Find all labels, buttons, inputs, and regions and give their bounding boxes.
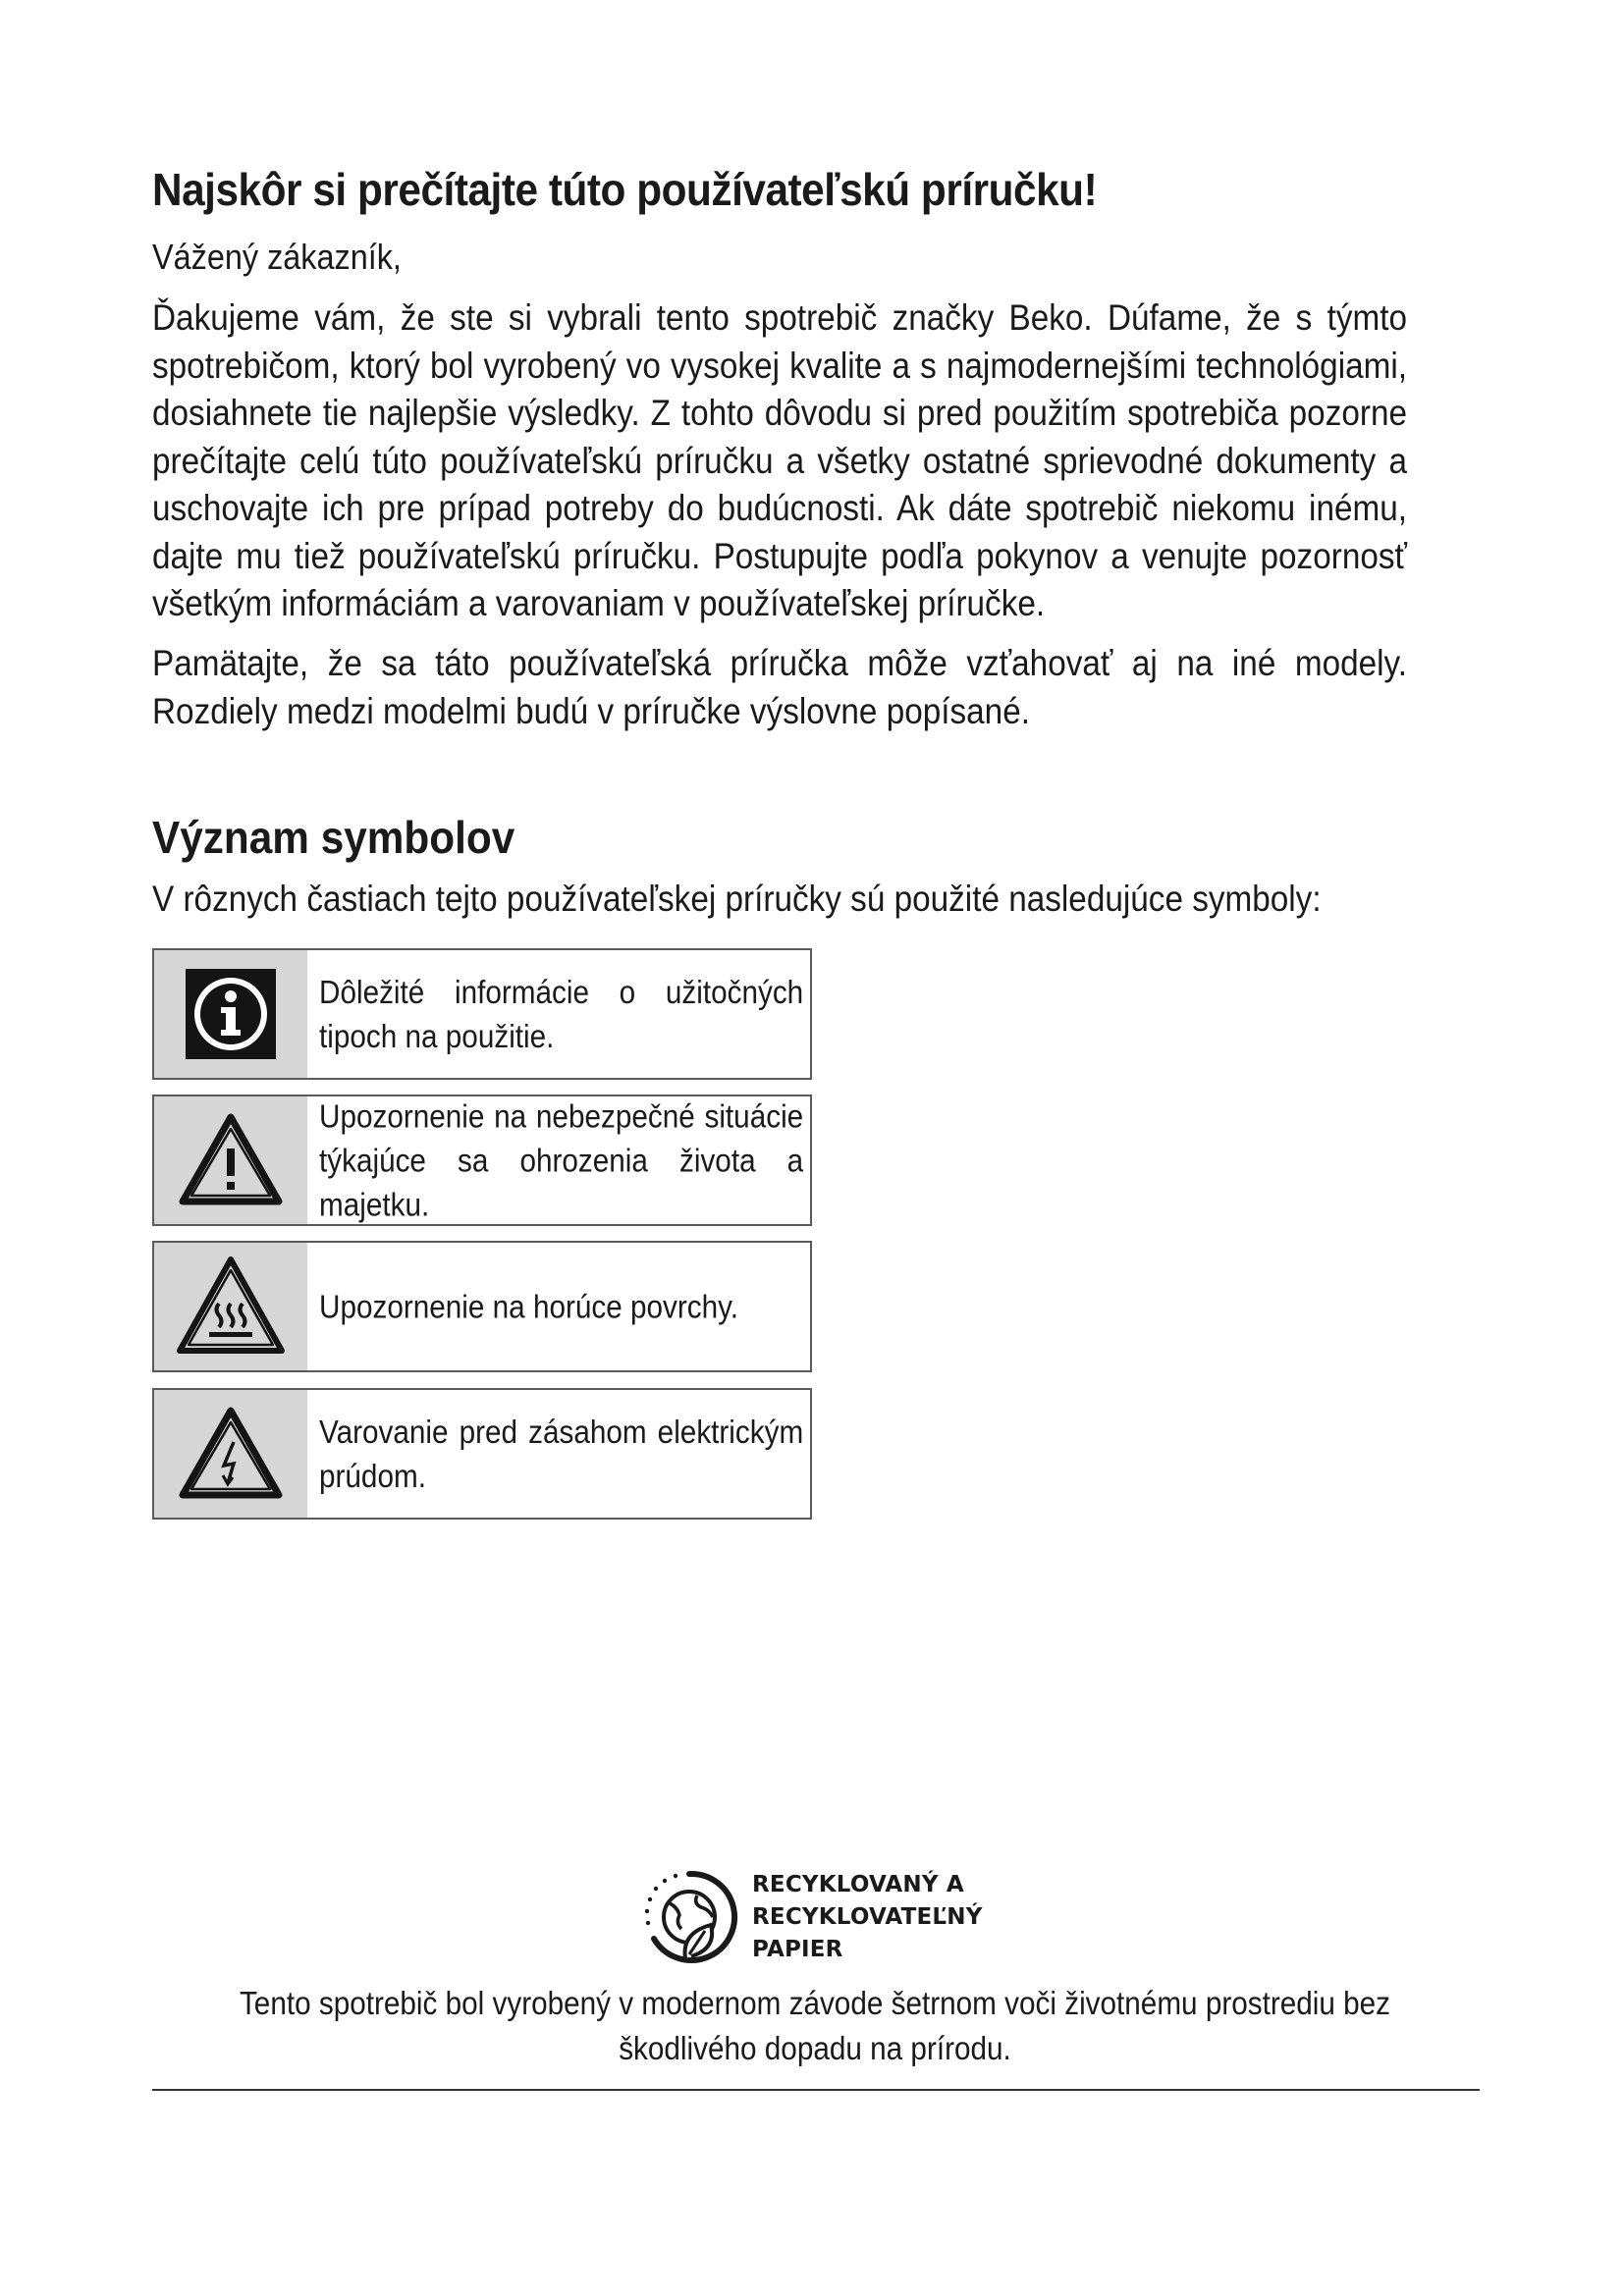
greeting: Vážený zákazník, — [152, 237, 402, 277]
symbol-description: Upozornenie na horúce povrchy. — [319, 1288, 739, 1325]
recycle-label-line: PAPIER — [752, 1936, 843, 1962]
warning-icon — [154, 1096, 307, 1224]
symbol-description: Varovanie pred zásahom elektrickým prúdom. — [319, 1414, 804, 1494]
hot-surface-icon — [154, 1243, 307, 1370]
footer-note — [152, 1981, 1478, 2071]
symbol-description: Upozornenie na nebezpečné situácie týkajúce sa ohrozenia života a majetku. — [319, 1097, 804, 1223]
symbols-intro: V rôznych častiach tejto používateľskej príručky sú použité nasledujúce symboly: — [152, 879, 1322, 919]
symbol-row-electric-shock — [152, 1388, 812, 1520]
page-title: Najskôr si prečítajte túto používateľskú príručku! — [152, 164, 1098, 215]
recycle-label-line: RECYKLOVANÝ A — [752, 1871, 964, 1897]
symbol-row-hot-surface — [152, 1241, 812, 1372]
globe-leaf-icon — [640, 1868, 738, 1966]
footer-divider — [152, 2089, 1480, 2091]
symbols-heading: Význam symbolov — [152, 812, 515, 863]
models-note-paragraph: Pamätajte, že sa táto používateľská príručka môže vzťahovať aj na iné modely. Rozdiely medzi modelmi budú v príručke výslovne popísané. — [152, 643, 1407, 731]
symbol-row-info — [152, 948, 812, 1080]
recycle-label-line: RECYKLOVATEĽNÝ — [752, 1903, 983, 1930]
intro-paragraph: Ďakujeme vám, že ste si vybrali tento spotrebič značky Beko. Dúfame, že s týmto spotrebičom, ktorý bol vyrobený vo vysokej kvalite a s najmodernejšími technológiami, dosiahnete tie najlepšie výsledky. Z tohto dôvodu si pred použitím spotrebiča pozorne prečítajte celú túto používateľskú príručku a všetky ostatné sprievodné dokumenty a uschovajte ich pre prípad potreby do budúcnosti. Ak dáte spotrebič niekomu inému, dajte mu tiež používateľskú príručku. Postupujte podľa pokynov a venujte pozornosť všetkým informáciám a varovaniam v používateľskej príručke. — [152, 297, 1407, 623]
info-icon — [154, 950, 307, 1078]
electric-shock-icon — [154, 1390, 307, 1518]
recycled-paper-logo — [640, 1868, 983, 1966]
symbol-row-warning — [152, 1095, 812, 1226]
footer-text: Tento spotrebič bol vyrobený v modernom závode šetrnom voči životnému prostrediu bez škodlivého dopadu na prírodu. — [239, 1985, 1391, 2066]
symbol-description: Dôležité informácie o užitočných tipoch na použitie. — [319, 974, 804, 1054]
